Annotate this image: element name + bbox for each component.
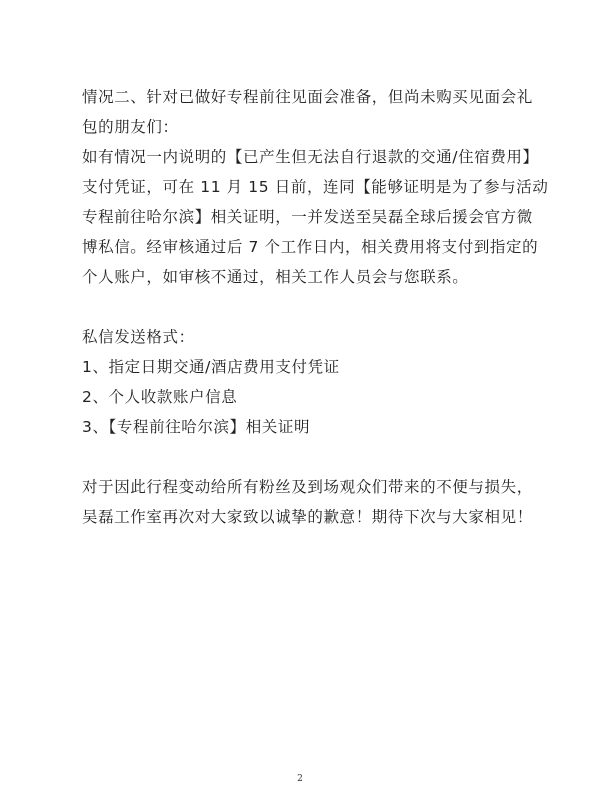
text-line: 个人账户，如审核不通过，相关工作人员会与您联系。 [82, 268, 469, 286]
paragraph-gap [82, 292, 542, 322]
text-line: 吴磊工作室再次对大家致以诚挚的歉意！期待下次与大家相见！ [82, 508, 533, 526]
list-item: 2、个人收款账户信息 [82, 388, 238, 406]
text-line: 专程前往哈尔滨】相关证明，一并发送至吴磊全球后援会官方微 [82, 208, 533, 226]
text-line: 支付凭证，可在 11 月 15 日前，连同【能够证明是为了参与活动 [82, 178, 549, 196]
page-number: 2 [297, 774, 303, 784]
paragraph-message-format [82, 322, 542, 442]
text-line: 如有情况一内说明的【已产生但无法自行退款的交通/住宿费用】 [82, 148, 539, 166]
document-body [82, 82, 549, 532]
paragraph-situation-two [82, 82, 549, 292]
text-line: 包的朋友们： [82, 118, 179, 136]
list-item: 3、【专程前往哈尔滨】相关证明 [82, 418, 311, 436]
paragraph-apology [82, 472, 542, 532]
text-line: 对于因此行程变动给所有粉丝及到场观众们带来的不便与损失， [82, 478, 533, 496]
text-line: 情况二、针对已做好专程前往见面会准备，但尚未购买见面会礼 [82, 88, 533, 106]
text-line: 私信发送格式： [82, 328, 195, 346]
text-line: 博私信。经审核通过后 7 个工作日内，相关费用将支付到指定的 [82, 238, 539, 256]
list-item: 1、指定日期交通/酒店费用支付凭证 [82, 358, 340, 376]
paragraph-gap [82, 442, 542, 472]
